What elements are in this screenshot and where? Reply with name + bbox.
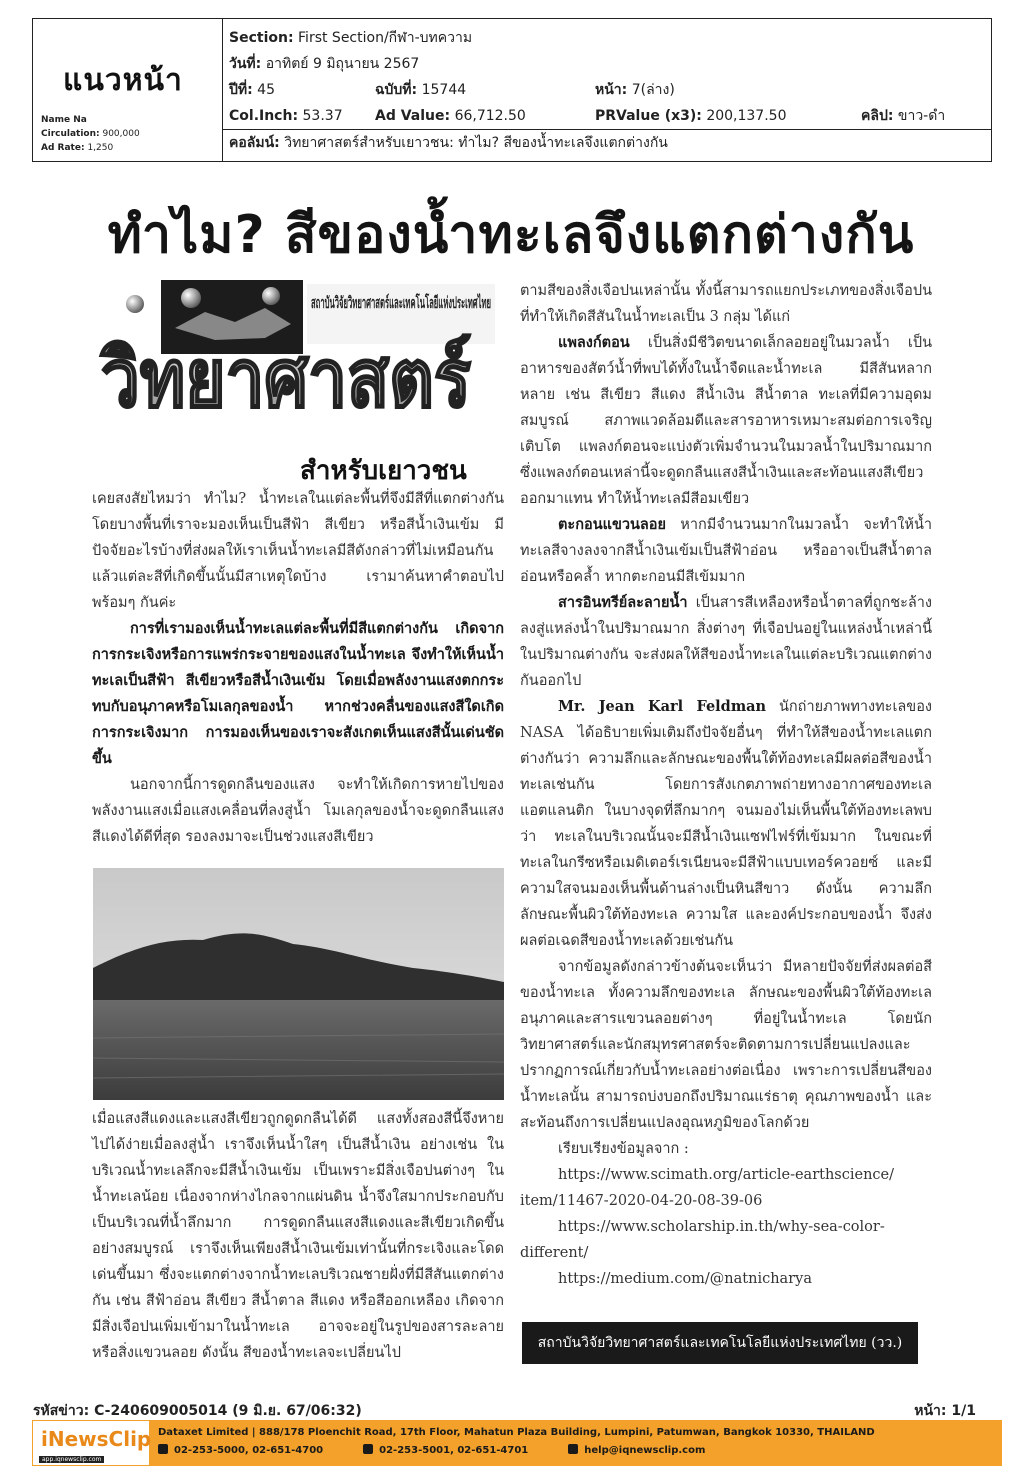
year-value: 45 bbox=[257, 82, 275, 98]
value-row bbox=[229, 103, 991, 129]
email-address[interactable]: help@iqnewsclip.com bbox=[584, 1445, 706, 1456]
company-address: Dataxet Limited | 888/178 Ploenchit Road, 17th Floor, Mahatun Plaza Building, Lumpini, Patumwan, Bangkok 10330, THAILAND bbox=[158, 1427, 875, 1438]
column-value: วิทยาศาสตร์สำหรับเยาวชน: ทำไม? สีของน้ำทะเลจึงแตกต่างกัน bbox=[284, 135, 668, 151]
fax-numbers: 02-253-5001, 02-651-4701 bbox=[379, 1445, 529, 1456]
sediment-term: ตะกอนแขวนลอย bbox=[558, 516, 667, 533]
issue-value: 15744 bbox=[421, 82, 467, 98]
organization-credit-bar: สถาบันวิจัยวิทยาศาสตร์และเทคโนโลยีแห่งประเทศไทย (วว.) bbox=[522, 1322, 918, 1364]
right-column bbox=[520, 278, 932, 1292]
feldman-text: นักถ่ายภาพทางทะเลของ NASA ได้อธิบายเพิ่มเติมถึงปัจจัยอื่นๆ ที่ทำให้สีของน้ำทะเลแตกต่างกันว่า ความลึกและลักษณะของพื้นใต้ท้องทะเลมีผลต่อสีของน้ำทะเลเช่นกัน โดยการสังเกตภาพถ่ายทางอากาศของทะเลแอตแลนติก ในบางจุดที่ลึกมากๆ จนมองไม่เห็นพื้นใต้ท้องทะเลพบว่า ทะเลในบริเวณนั้นจะมีสีน้ำเงินแซฟไฟร์ที่เข้มมาก ในขณะที่ทะเลในกรีซหรือเมดิเตอร์เรเนียนจะมีสีฟ้าแบบเทอร์ควอยซ์ และมีความใสจนมองเห็นพื้นด้านล่างเป็นหินสีขาว ดังนั้น ความลึก ลักษณะพื้นผิวใต้ท้องทะเล ความใส และองค์ประกอบของน้ำ จึงส่งผลต่อเฉดสีของน้ำทะเลด้วยเช่นกัน bbox=[520, 699, 933, 949]
left-paragraph-2: การที่เรามองเห็นน้ำทะเลแต่ละพื้นที่มีสีแตกต่างกัน เกิดจากการกระเจิงหรือการแพร่กระจายของแสงในน้ำทะเล จึงทำให้เห็นน้ำทะเลเป็นสีฟ้า สีเขียวหรือสีน้ำเงินเข้ม โดยเมื่อพลังงานแสงตกกระทบกับอนุภาคหรือโมเลกุลของน้ำ หากช่วงคลื่นของแสงสีใดเกิดการกระเจิงมาก การมองเห็นของเราจะสังเกตเห็นแสงสีนั้นเด่นชัดขึ้น bbox=[92, 620, 504, 767]
feldman-term: Mr. Jean Karl Feldman bbox=[558, 698, 767, 715]
page-indicator-label: หน้า: bbox=[914, 1403, 947, 1419]
publication-name: แนวหน้า bbox=[63, 63, 183, 98]
date-label: วันที่: bbox=[229, 56, 262, 72]
colinch-value: 53.37 bbox=[302, 108, 343, 124]
date-value: อาทิตย์ 9 มิถุนายน 2567 bbox=[265, 56, 420, 72]
sources-intro: เรียบเรียงข้อมูลจาก : bbox=[558, 1141, 689, 1157]
footer-contact bbox=[150, 1420, 1002, 1466]
page-value: 7(ล่าง) bbox=[631, 82, 675, 98]
column-row bbox=[223, 129, 991, 155]
footer-bar bbox=[32, 1420, 1002, 1466]
page-label: หน้า: bbox=[595, 82, 628, 98]
organic-text: เป็นสารสีเหลืองหรือน้ำตาลที่ถูกชะล้างลงสู่แหล่งน้ำในปริมาณมาก สิ่งต่างๆ ที่เจือปนอยู่ในแหล่งน้ำเหล่านี้ในปริมาณต่างกัน จะส่งผลให้สีของน้ำทะเลในแต่ละบริเวณแตกต่างกันออกไป bbox=[520, 595, 932, 689]
issue-label: ฉบับที่: bbox=[375, 82, 418, 98]
prvalue-label: PRValue (x3): bbox=[595, 108, 702, 124]
left-paragraph-1: เคยสงสัยไหมว่า ทำไม? น้ำทะเลในแต่ละพื้นที่จึงมีสีที่แตกต่างกัน โดยบางพื้นที่เราจะมองเห็นเป็นสีฟ้า สีเขียว หรือสีน้ำเงินเข้ม มีปัจจัยอะไรบ้างที่ส่งผลให้เราเห็นน้ำทะเลมีสีดังกล่าวที่ไม่เหมือนกัน แล้วแต่ละสีที่เกิดขึ้นนั้นมีสาเหตุใดบ้าง เรามาค้นหาคำตอบไปพร้อมๆ กันค่ะ bbox=[92, 491, 504, 611]
issue-row bbox=[229, 77, 991, 103]
ad-rate-value: 1,250 bbox=[87, 143, 114, 153]
sea-island-photo bbox=[93, 868, 504, 1100]
news-id-label: รหัสข่าว: bbox=[33, 1403, 90, 1419]
right-paragraph-1: ตามสีของสิ่งเจือปนเหล่านั้น ทั้งนี้สามารถแยกประเภทของสิ่งเจือปนที่ทำให้เกิดสีสันในน้ำทะเลเป็น 3 กลุ่ม ได้แก่ bbox=[520, 283, 932, 325]
phone-icon bbox=[158, 1444, 168, 1454]
advalue-value: 66,712.50 bbox=[454, 108, 526, 124]
brand-url[interactable]: app.iqnewsclip.com bbox=[39, 1456, 104, 1463]
brand-name: iNewsClip bbox=[41, 1427, 152, 1451]
logo-title: วิทยาศาสตร์ bbox=[100, 332, 472, 425]
sea-surface bbox=[93, 1000, 504, 1100]
section-value: First Section/กีฬา-บทความ bbox=[298, 30, 473, 46]
logo-caption: สำหรับเยาวชน bbox=[300, 456, 467, 486]
plankton-term: แพลงก์ตอน bbox=[558, 334, 630, 351]
ad-rate-label: Ad Rate: bbox=[41, 143, 85, 153]
source-link-2a[interactable]: https://www.scholarship.in.th/why-sea-color- bbox=[558, 1219, 885, 1235]
publication-meta bbox=[41, 113, 140, 155]
sediment-text: หากมีจำนวนมากในมวลน้ำ จะทำให้น้ำทะเลสีจางลงจากสีน้ำเงินเข้มเป็นสีฟ้าอ่อน หรืออาจเป็นสีน้ำตาลอ่อนหรือคล้ำ หากตะกอนมีสีเข้มมาก bbox=[520, 517, 933, 585]
left-paragraph-4: เมื่อแสงสีแดงและแสงสีเขียวถูกดูดกลืนได้ดี แสงทั้งสองสีนี้จึงหายไปได้ง่ายเมื่อลงสู่น้ำ เราจึงเห็นน้ำใสๆ เป็นสีน้ำเงิน อย่างเช่น ในบริเวณน้ำทะเลลึกจะมีสีน้ำเงินเข้ม เป็นเพราะมีสิ่งเจือปนต่างๆ ในน้ำทะเลน้อย เนื่องจากห่างไกลจากแผ่นดิน น้ำจึงใสมากประกอบกับเป็นบริเวณที่น้ำลึกมาก การดูดกลืนแสงสีแดงและสีเขียวเกิดขึ้นอย่างสมบูรณ์ เราจึงเห็นเพียงสีน้ำเงินเข้มเท่านั้นที่กระเจิงและโดดเด่นขึ้นมา ซึ่งจะแตกต่างจากน้ำทะเลบริเวณชายฝั่งที่มีสีสันแตกต่างกัน เช่น สีฟ้าอ่อน สีเขียว สีน้ำตาล สีแดง หรือสีออกเหลือง เกิดจากมีสิ่งเจือปนเพิ่มเข้ามาในน้ำทะเล อาจจะอยู่ในรูปของสารละลายหรือสิ่งแขวนลอย ดังนั้น สีของน้ำทะเลจะเปลี่ยนไป bbox=[92, 1111, 504, 1361]
source-link-1b[interactable]: item/11467-2020-04-20-08-39-06 bbox=[520, 1193, 763, 1209]
clipping-info-box bbox=[32, 18, 992, 162]
publication-cell bbox=[33, 19, 223, 161]
organic-paragraph bbox=[520, 590, 932, 694]
news-id bbox=[33, 1400, 362, 1422]
article-headline: ทำไม? สีของน้ำทะเลจึงแตกต่างกัน bbox=[107, 205, 915, 265]
page-indicator bbox=[914, 1400, 976, 1422]
left-column-top bbox=[92, 486, 504, 850]
section-label: Section: bbox=[229, 30, 294, 46]
name-label: Name Na bbox=[41, 115, 87, 125]
prvalue-value: 200,137.50 bbox=[706, 108, 787, 124]
summary-paragraph: จากข้อมูลดังกล่าวข้างต้นจะเห็นว่า มีหลายปัจจัยที่ส่งผลต่อสีของน้ำทะเล ทั้งความลึกของทะเล ลักษณะของพื้นผิวใต้ท้องทะเล อนุภาคและสารแขวนลอยต่างๆ ที่อยู่ในน้ำทะเล โดยนักวิทยาศาสตร์และนักสมุทรศาสตร์จะติดตามการเปลี่ยนแปลงและปรากฏการณ์เกี่ยวกับน้ำทะเลอย่างต่อเนื่อง เพราะการเปลี่ยนสีของน้ำทะเลนั้น สามารถบ่งบอกถึงปริมาณแร่ธาตุ คุณภาพของน้ำ และสะท้อนถึงการเปลี่ยนแปลงอุณหภูมิของโลกด้วย bbox=[520, 959, 932, 1131]
clip-value: ขาว-ดำ bbox=[897, 108, 946, 124]
colinch-label: Col.Inch: bbox=[229, 108, 299, 124]
source-link-2b[interactable]: different/ bbox=[520, 1245, 589, 1261]
plankton-text: เป็นสิ่งมีชีวิตขนาดเล็กลอยอยู่ในมวลน้ำ เป็นอาหารของสัตว์น้ำที่พบได้ทั้งในน้ำจืดและน้ำทะเล มีสีสันหลากหลาย เช่น สีเขียว สีแดง สีน้ำเงิน สีน้ำตาล ทะเลที่มีความอุดมสมบูรณ์ สภาพแวดล้อมดีและสารอาหารเหมาะสมต่อการเจริญเติบโต แพลงก์ตอนจะแบ่งตัวเพิ่มจำนวนในมวลน้ำในปริมาณมาก ซึ่งแพลงก์ตอนเหล่านี้จะดูดกลืนแสงสีน้ำเงินและสะท้อนแสงสีเขียวออกมาแทน ทำให้น้ำทะเลมีสีอมเขียว bbox=[520, 335, 932, 507]
fax-icon bbox=[363, 1444, 373, 1454]
sediment-paragraph bbox=[520, 512, 932, 590]
year-label: ปีที่: bbox=[229, 82, 253, 98]
column-label: คอลัมน์: bbox=[229, 135, 280, 151]
phone-numbers: 02-253-5000, 02-651-4700 bbox=[174, 1445, 324, 1456]
clip-label: คลิป: bbox=[861, 108, 894, 124]
page-indicator-value: 1/1 bbox=[951, 1403, 976, 1419]
feldman-paragraph bbox=[520, 694, 932, 954]
inewsclip-logo[interactable] bbox=[32, 1420, 150, 1466]
source-link-1a[interactable]: https://www.scimath.org/article-earthscience/ bbox=[558, 1167, 894, 1183]
organic-term: สารอินทรีย์ละลายน้ำ bbox=[558, 594, 688, 611]
clipping-meta-cell bbox=[223, 19, 991, 161]
circulation-value: 900,000 bbox=[102, 129, 140, 139]
news-id-value: C-240609005014 (9 มิ.ย. 67/06:32) bbox=[94, 1403, 362, 1419]
left-paragraph-3: นอกจากนี้การดูดกลืนของแสง จะทำให้เกิดการหายไปของพลังงานแสงเมื่อแสงเคลื่อนที่ลงสู่น้ำ โมเลกุลของน้ำจะดูดกลืนแสงสีแดงได้ดีที่สุด รองลงมาจะเป็นช่วงแสงสีเขียว bbox=[92, 777, 504, 845]
mail-icon bbox=[568, 1444, 578, 1454]
left-column-bottom bbox=[92, 1106, 504, 1366]
date-row bbox=[229, 51, 991, 77]
plankton-paragraph bbox=[520, 330, 932, 512]
advalue-label: Ad Value: bbox=[375, 108, 451, 124]
circulation-label: Circulation: bbox=[41, 129, 100, 139]
logo-org-line: สถาบันวิจัยวิทยาศาสตร์และเทคโนโลยีแห่งประเทศไทย bbox=[311, 293, 687, 312]
source-link-3[interactable]: https://medium.com/@natnicharya bbox=[558, 1271, 812, 1287]
section-row bbox=[229, 25, 991, 51]
